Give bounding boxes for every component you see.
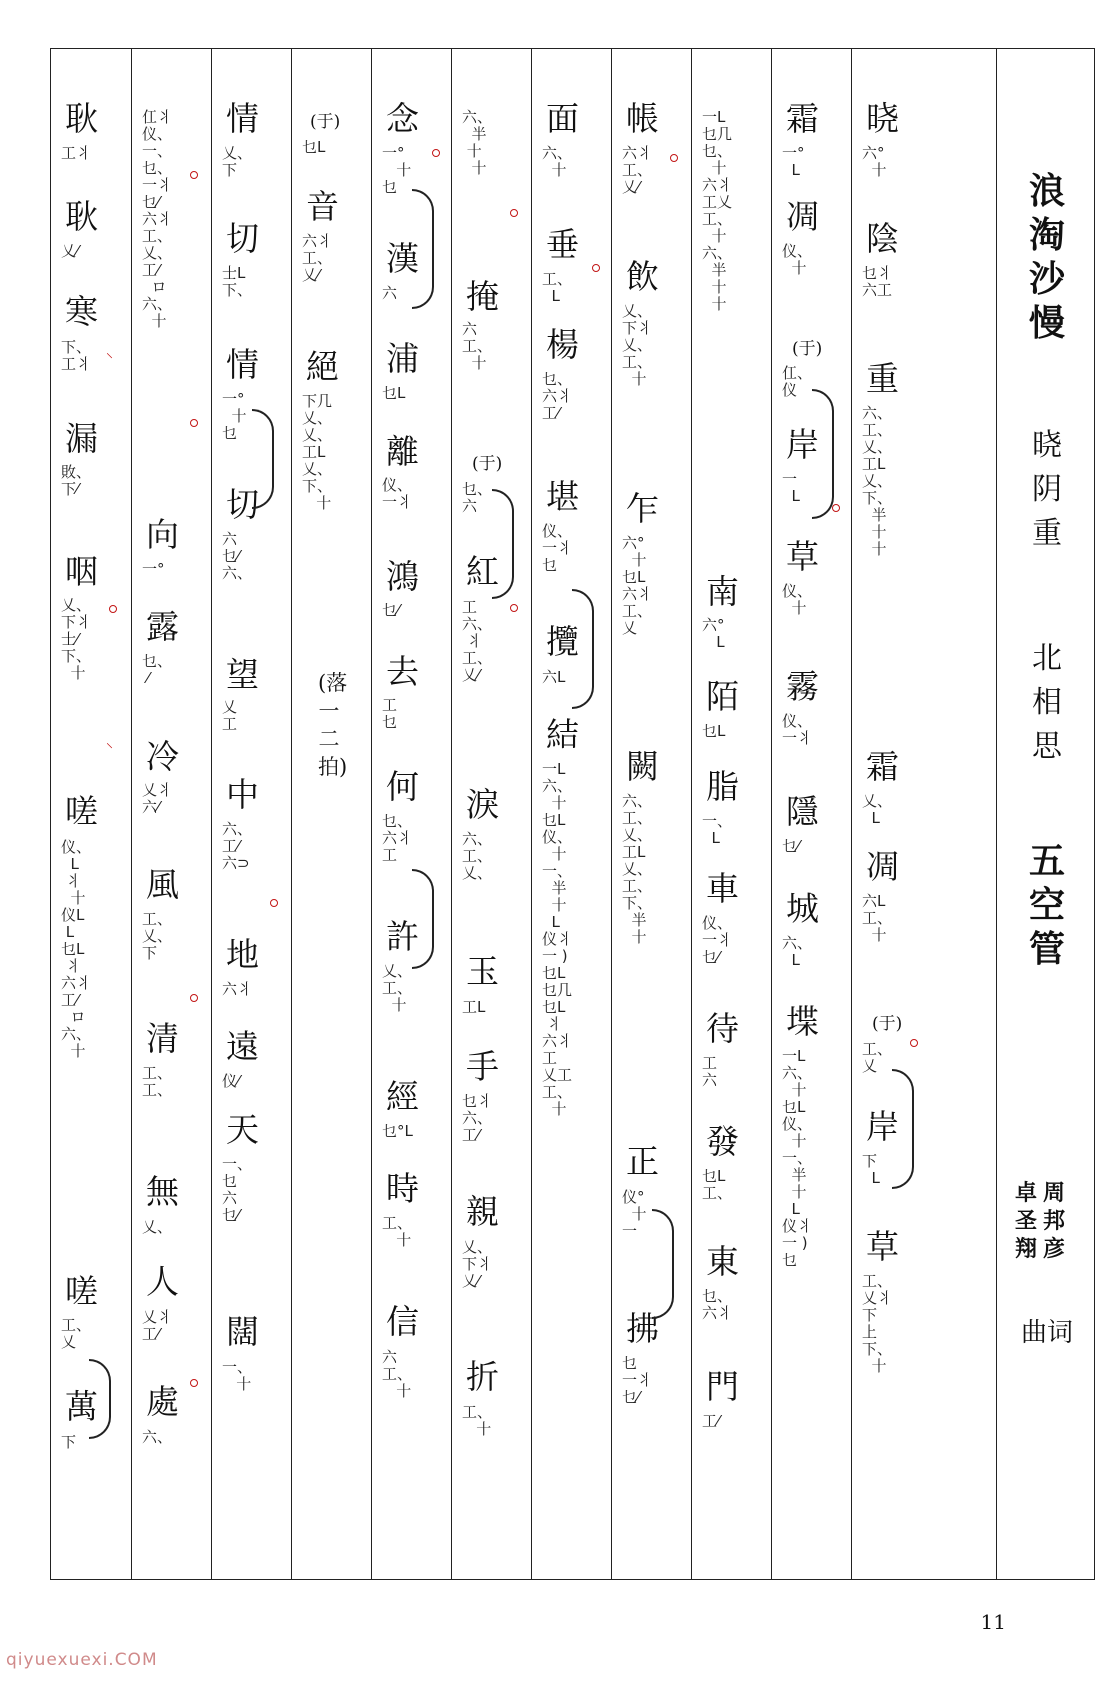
lyric-char: 音 [306, 187, 339, 226]
lyric-char: 結 [546, 715, 579, 754]
role-label: 曲词 [1020, 1318, 1073, 1348]
lyric-char: 闕 [626, 747, 659, 786]
notation: 一、 十 [222, 1358, 253, 1393]
lyric-char: 去 [386, 652, 419, 691]
beat-circle [270, 899, 278, 907]
score-column-2 [131, 49, 211, 1579]
lyric-char: 無 [146, 1172, 179, 1211]
notation: 仪、 十 [782, 242, 813, 277]
lyric-char: 人 [146, 1262, 179, 1301]
notation: 乂、 下⺦ 乂、 工、 十 [622, 302, 653, 388]
notation: 乂、 L [862, 792, 893, 827]
subtitle-line-2: 北相思 [1032, 641, 1062, 764]
lyric-char: 晓 [866, 99, 899, 138]
lyric-char: 飲 [626, 257, 659, 296]
lyric-char: 門 [706, 1367, 739, 1406]
lyric-char: 離 [386, 432, 419, 471]
lyric-char: 凋 [786, 197, 819, 236]
notation: 一L 乜几 乜、 十 六⺦ 工乂 工、 十 六、 半 十 十 [702, 108, 733, 313]
lyric-char: 發 [706, 1122, 739, 1161]
beat-circle [510, 604, 518, 612]
notation: 六⺦ [222, 980, 253, 998]
notation: 仜⺦ 仪、 一、 乜、 一⺦ 乜⁄ 六⺦ 工、 乂、 工⁄ ロ 六、 十 [142, 108, 173, 330]
notation: 工L [462, 998, 486, 1016]
page-title: 浪淘沙慢 [1028, 170, 1065, 344]
lyric-char: 凋 [866, 847, 899, 886]
lyric-char: 念 [386, 99, 419, 138]
lyric-char: 岸 [786, 425, 819, 464]
lyric-char: 絕 [306, 347, 339, 386]
lyric-char: 乍 [626, 489, 659, 528]
notation: 下几 乂、 乂、 工L 乂、 下、 十 [302, 392, 333, 512]
notation: 乜、 六⺦ 工 [382, 812, 413, 864]
tube-label: 五空管 [1028, 840, 1065, 970]
notation: 乂⺦ 工⁄ [142, 1308, 173, 1343]
notation: 六、 工、 乂、 [462, 830, 493, 882]
beat-circle [832, 504, 840, 512]
beat-circle [190, 171, 198, 179]
lyric-char: 草 [786, 537, 819, 576]
notation: 乜⺦ 六、 工⁄ [462, 1092, 493, 1144]
lyric-char: 許 [386, 917, 419, 956]
notation: 仪、 L ⺦ 十 仪L L 乜L ⺦ 六⺦ 工⁄ ロ 六、 十 [61, 838, 92, 1060]
slur [892, 1069, 914, 1189]
notation: 仪、 一⺦ [382, 476, 413, 511]
lyric-char: 向 [146, 515, 179, 554]
beat-circle [592, 264, 600, 272]
lyric-char: 遠 [226, 1027, 259, 1066]
notation: 乜、 六⺦ [702, 1287, 733, 1322]
score-column-7 [531, 49, 611, 1579]
lyric-char: 耿 [65, 197, 98, 236]
beat-circle [190, 419, 198, 427]
lyric-char: 折 [466, 1357, 499, 1396]
lyric-char: 親 [466, 1192, 499, 1231]
lyric-char: 漏 [65, 419, 98, 458]
lyric-char: 咽 [65, 552, 98, 591]
slur [812, 389, 834, 519]
lyric-char: 切 [226, 219, 259, 258]
lyric-char: 情 [226, 345, 259, 384]
bracket-note: (于) [872, 1014, 903, 1034]
score-column-10 [771, 49, 851, 1579]
notation: 仪⁄ [222, 1072, 240, 1090]
notation: 工 六 [702, 1054, 718, 1089]
lyric-char: 南 [706, 572, 739, 611]
lyric-char: 望 [226, 655, 259, 694]
lyric-char: 嗟 [65, 792, 98, 831]
slur [492, 489, 514, 599]
notation: 一、 L [702, 812, 733, 847]
slur [412, 869, 434, 969]
lyric-char: 脂 [706, 767, 739, 806]
notation: 乜⁄ [782, 837, 800, 855]
lyric-char: 草 [866, 1227, 899, 1266]
lyric-char: 堪 [546, 477, 579, 516]
bracket-note: (于) [310, 112, 341, 132]
lyric-char: 正 [626, 1142, 659, 1181]
score-frame [50, 48, 1095, 1580]
notation: 乂、 [142, 1218, 173, 1236]
lyric-char: 楊 [546, 325, 579, 364]
lyric-char: 東 [706, 1242, 739, 1281]
notation: 乜L 工、 [702, 1167, 733, 1202]
notation: 一L 六、 十 乜L 仪、 十 一、 半 十 L 仪⺦ 一 ) 乜 [782, 1047, 813, 1269]
lyric-char: 陌 [706, 677, 739, 716]
notation: 一° 十 乜 [382, 144, 412, 196]
score-column-3 [211, 49, 291, 1579]
notation: 下、 工⺦ [61, 338, 92, 373]
slur [252, 409, 274, 509]
lyric-char: 垂 [546, 225, 579, 264]
lyric-char: 何 [386, 767, 419, 806]
lyric-char: 萬 [65, 1387, 98, 1426]
lyric-char: 岸 [866, 1107, 899, 1146]
score-column-5 [371, 49, 451, 1579]
slur [89, 1359, 111, 1439]
notation: 一° [142, 560, 165, 578]
notation: 六 乜⁄ 六、 [222, 530, 253, 582]
notation: 工 六、 ⺦ 工、 乂⁄ [462, 598, 493, 684]
lyric-char: 處 [146, 1382, 179, 1421]
notation: 一° L [782, 144, 805, 179]
score-column-11 [851, 49, 931, 1579]
lyric-char: 浦 [386, 339, 419, 378]
lyric-char: 冷 [146, 737, 179, 776]
notation: 六° 十 乜L 六⺦ 工、 乂 [622, 534, 653, 637]
lyric-char: 攬 [546, 622, 579, 661]
slur [652, 1209, 674, 1319]
notation: 乜L [382, 384, 406, 402]
notation: 乂、 下 [222, 144, 253, 179]
notation: 六、 半 十 十 [462, 108, 493, 177]
lyric-char: 陰 [866, 219, 899, 258]
lyric-char: 帳 [626, 99, 659, 138]
notation: 仪、 一⺦ 乜 [542, 522, 573, 574]
beat-circle [190, 994, 198, 1002]
notation: 六 工、 十 [382, 1348, 413, 1400]
notation: 工 乜 [382, 696, 398, 731]
lyric-char: 隱 [786, 792, 819, 831]
notation: 乜 一⺦ 乜⁄ [622, 1354, 653, 1406]
notation: 六⺦ 工、 乂⁄ [622, 144, 653, 196]
notation: 一L 六、 十 乜L 仪、 十 一、 半 十 L 仪⺦ 一 ) 乜L 乜几 乜L ⺦ 六⺦ 工 乂工 工、 十 [542, 760, 573, 1118]
lyric-char: 耿 [65, 99, 98, 138]
lyric-char: 闊 [226, 1312, 259, 1351]
notation: 仪、 一⺦ [782, 712, 813, 747]
subtitle-line-1: 晓阴重 [1032, 428, 1062, 551]
notation: 仜、 仪 [782, 364, 813, 399]
lyric-char: 紅 [466, 552, 499, 591]
notation: 六⺦ 工、 乂⁄ [302, 232, 333, 284]
notation: 乜⁄ [382, 601, 400, 619]
beat-tick: ⸌ [106, 741, 113, 757]
notation: 工、 乂⺦ 下 上 下、 十 [862, 1272, 893, 1375]
notation: 乂、 下⺦ 士⁄ 下、 十 [61, 596, 92, 682]
notation: 工、 十 [382, 1214, 413, 1249]
lyric-char: 鴻 [386, 557, 419, 596]
notation: 工、 工、 [142, 1064, 173, 1099]
notation: 工、 乂 [61, 1316, 92, 1351]
lyric-char: 天 [226, 1110, 259, 1149]
lyric-char: 中 [226, 775, 259, 814]
lyric-char: 掩 [466, 277, 499, 316]
notation: 一、 乜 六 乜⁄ [222, 1155, 253, 1224]
notation: 六、 L [782, 934, 813, 969]
title-column [996, 49, 1096, 1579]
lyric-char: 待 [706, 1009, 739, 1048]
notation: 工⁄ [702, 1412, 720, 1430]
notation: 仪、 十 [782, 582, 813, 617]
notation: 工、 十 [462, 1403, 493, 1438]
lyric-char: 面 [546, 99, 579, 138]
notation: 一 L [782, 470, 800, 505]
lyric-char: 情 [226, 99, 259, 138]
author-1: 卓圣翔 [1015, 1180, 1038, 1262]
notation: 敗、 下⁄ [61, 463, 92, 498]
bracket-note: (于) [792, 339, 823, 359]
lyric-char: 手 [466, 1047, 499, 1086]
notation: 六、 十 [542, 144, 573, 179]
author-2: 周邦彦 [1043, 1180, 1066, 1262]
beat-circle [510, 209, 518, 217]
notation: 六L 工、 十 [862, 892, 893, 944]
slur [412, 189, 434, 309]
lyric-char: 寒 [65, 292, 98, 331]
lyric-char: 清 [146, 1019, 179, 1058]
lyric-char: 露 [146, 607, 179, 646]
lyric-char: 玉 [466, 952, 499, 991]
notation: 乜、 六⺦ 工⁄ [542, 370, 573, 422]
lyric-char: 霜 [866, 747, 899, 786]
notation: 下 L [862, 1152, 880, 1187]
lyric-char: 城 [786, 889, 819, 928]
lyric-char: 經 [386, 1077, 419, 1116]
notation: 乂、 工、 十 [382, 962, 413, 1014]
beat-circle [910, 1039, 918, 1047]
notation: 工、 乂 [862, 1040, 893, 1075]
notation: 一° 十 乜 [222, 390, 247, 442]
lyric-char: 切 [226, 485, 259, 524]
lyric-char: 風 [146, 865, 179, 904]
notation: 乜L [702, 722, 726, 740]
lyric-char: 地 [226, 935, 259, 974]
notation: 乂、 下⺦ 乂⁄ [462, 1238, 493, 1290]
lyric-char: 信 [386, 1302, 419, 1341]
bracket-note: (于) [472, 454, 503, 474]
slur [572, 589, 594, 709]
notation: 六、 工、 乂、 工L 乂、 下、 半 十 十 [862, 404, 893, 558]
lyric-char: 時 [386, 1169, 419, 1208]
lyric-char: 車 [706, 869, 739, 908]
lyric-char: 重 [866, 359, 899, 398]
performance-note: (落一二拍) [318, 671, 348, 779]
notation: 乂⁄ [61, 242, 79, 260]
notation: 工、 乂、 下 [142, 910, 173, 962]
notation: 工⺦ [61, 144, 92, 162]
lyric-char: 堞 [786, 1002, 819, 1041]
beat-circle [109, 605, 117, 613]
beat-circle [190, 1379, 198, 1387]
notation: 乂⺦ 六⁄ [142, 781, 173, 816]
score-column-9 [691, 49, 771, 1579]
lyric-char: 漢 [386, 239, 419, 278]
notation: 乜⺦ 六工 [862, 264, 893, 299]
beat-tick: ⸌ [106, 351, 113, 367]
notation: 六、 工⁄ 六⊃ [222, 820, 253, 872]
lyric-char: 拂 [626, 1309, 659, 1348]
notation: 六、 工、 乂、 工L 乂、 工、 下、 半 十 [622, 792, 653, 946]
notation: 仪、 一⺦ 乜⁄ [702, 914, 733, 966]
notation: 六L [542, 668, 566, 686]
score-column-6 [451, 49, 531, 1579]
score-column-1 [51, 49, 131, 1579]
score-column-8 [611, 49, 691, 1579]
lyric-char: 霜 [786, 99, 819, 138]
beat-circle [670, 154, 678, 162]
notation: 乜、 ⁄ [142, 652, 173, 687]
notation: 士L 下、 [222, 264, 253, 299]
notation: 工、 L [542, 270, 573, 305]
score-column-4 [291, 49, 371, 1579]
notation: 乂 工 [222, 698, 238, 733]
lyric-char: 嗟 [65, 1272, 98, 1311]
beat-circle [432, 149, 440, 157]
lyric-char: 淚 [466, 785, 499, 824]
notation: 六 [382, 284, 398, 302]
notation: 六、 [142, 1428, 173, 1446]
notation: 乜L [302, 138, 326, 156]
lyric-char: 霧 [786, 667, 819, 706]
notation: 六° L [702, 616, 725, 651]
page-number: 11 [980, 1610, 1006, 1634]
notation: 仪° 十 一 [622, 1188, 647, 1240]
notation: 乜°L [382, 1122, 413, 1140]
watermark: qiyuexuexi.COM [6, 1650, 158, 1670]
notation: 下 [61, 1433, 77, 1451]
notation: 乜、 六 [462, 480, 493, 515]
notation: 六 工、 十 [462, 320, 493, 372]
notation: 六° 十 [862, 144, 887, 179]
